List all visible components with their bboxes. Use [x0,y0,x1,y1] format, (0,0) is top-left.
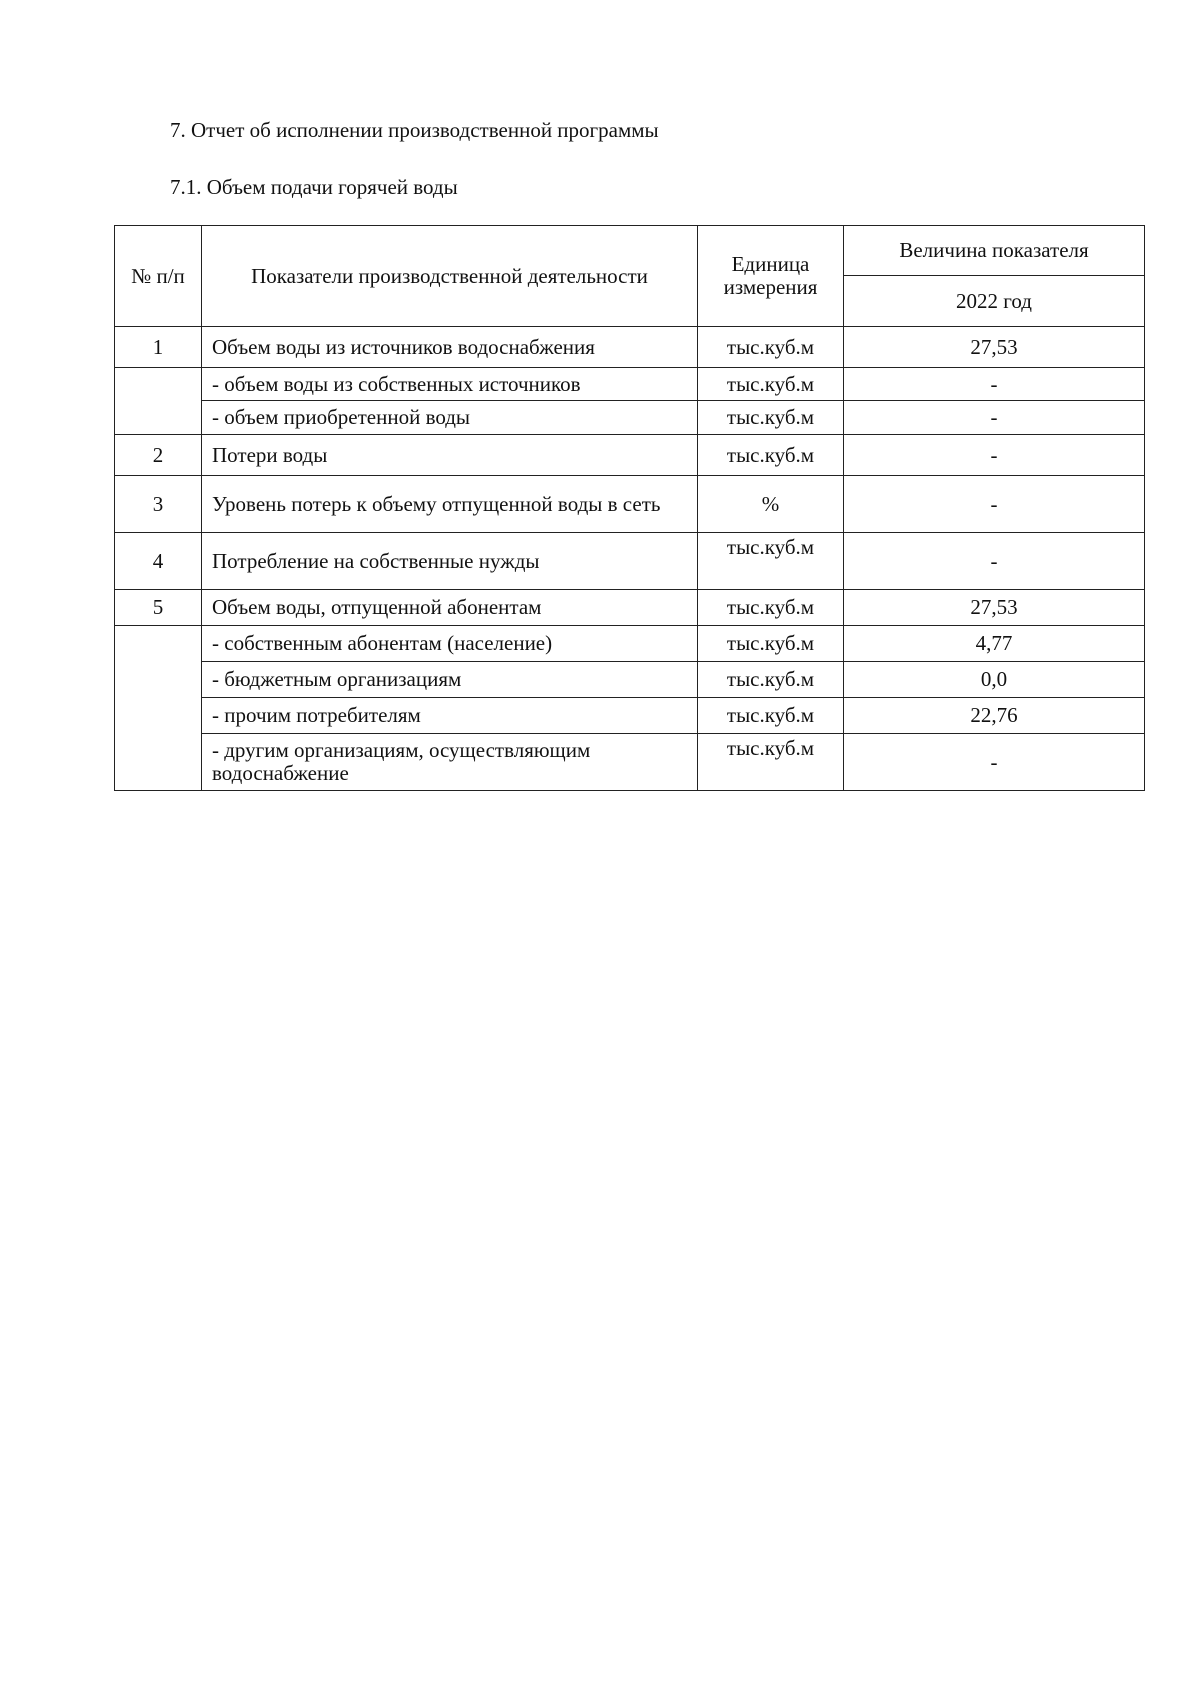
row-indicator: - объем воды из собственных источников [202,368,698,401]
row-value: 27,53 [844,327,1145,368]
row-indicator: - собственным абонентам (население) [202,626,698,662]
subsection-title: 7.1. Объем подачи горячей воды [170,175,458,199]
table-row [115,533,1145,590]
row-indicator: - прочим потребителям [202,698,698,734]
table-row [115,401,1145,435]
row-unit: тыс.куб.м [698,698,844,734]
production-program-table [114,225,1145,791]
row-indicator: Объем воды из источников водоснабжения [202,327,698,368]
row-unit: тыс.куб.м [698,626,844,662]
row-indicator: Потребление на собственные нужды [202,533,698,590]
row-value: - [844,533,1145,590]
row-num: 5 [115,590,202,626]
row-unit: тыс.куб.м [698,590,844,626]
row-unit: тыс.куб.м [698,327,844,368]
row-indicator: Уровень потерь к объему отпущенной воды в сеть [202,476,698,533]
row-num: 3 [115,476,202,533]
table-row [115,435,1145,476]
section-title: 7. Отчет об исполнении производственной программы [170,118,659,142]
row-indicator: - объем приобретенной воды [202,401,698,435]
table-row [115,662,1145,698]
row-num-empty [115,368,202,435]
table-row [115,368,1145,401]
table-row [115,327,1145,368]
row-unit: тыс.куб.м [698,734,844,791]
table-row [115,626,1145,662]
col-header-value-group: Величина показателя [844,226,1145,276]
col-header-year: 2022 год [844,276,1145,327]
row-value: - [844,368,1145,401]
row-unit: % [698,476,844,533]
row-value: - [844,401,1145,435]
row-value: 27,53 [844,590,1145,626]
row-value: 0,0 [844,662,1145,698]
table-row [115,476,1145,533]
row-indicator: - бюджетным организациям [202,662,698,698]
row-unit: тыс.куб.м [698,368,844,401]
row-unit: тыс.куб.м [698,533,844,590]
row-value: - [844,734,1145,791]
col-header-indicator: Показатели производственной деятельности [202,226,698,327]
header-row [115,226,1145,276]
row-num: 2 [115,435,202,476]
row-unit: тыс.куб.м [698,435,844,476]
row-indicator: Потери воды [202,435,698,476]
row-indicator: - другим организациям, осуществляющим водоснабжение [202,734,698,791]
row-unit: тыс.куб.м [698,662,844,698]
row-num: 4 [115,533,202,590]
row-unit: тыс.куб.м [698,401,844,435]
row-value: - [844,435,1145,476]
row-value: 4,77 [844,626,1145,662]
table-row [115,590,1145,626]
row-num-empty [115,626,202,791]
col-header-unit: Единица измерения [698,226,844,327]
col-header-num: № п/п [115,226,202,327]
row-num: 1 [115,327,202,368]
table-row [115,698,1145,734]
row-value: 22,76 [844,698,1145,734]
table-row [115,734,1145,791]
row-value: - [844,476,1145,533]
row-indicator: Объем воды, отпущенной абонентам [202,590,698,626]
